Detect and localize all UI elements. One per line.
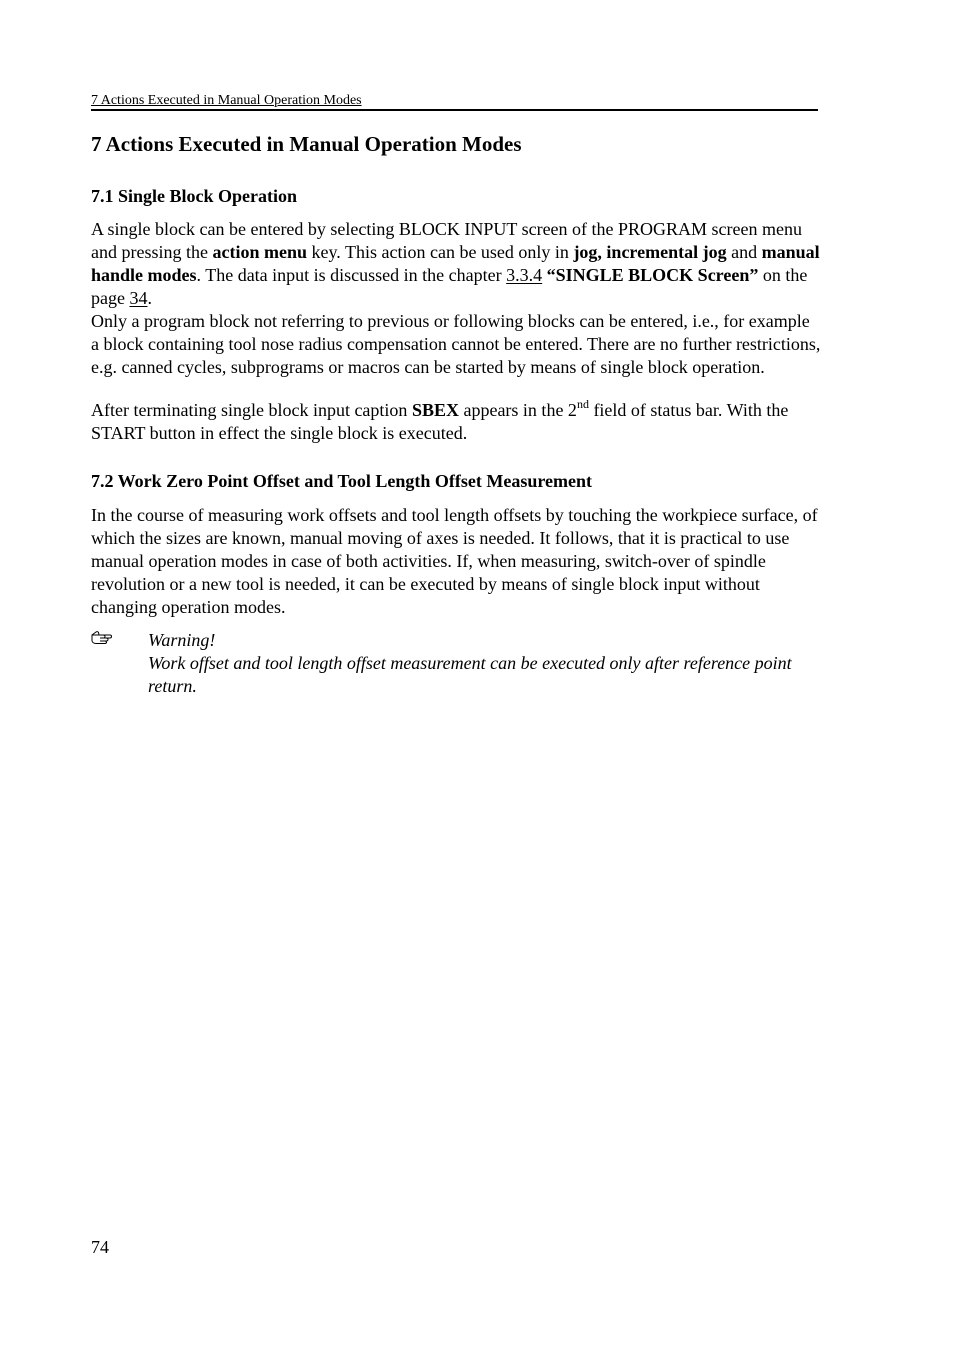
text-run: and (726, 242, 762, 262)
text-run: . The data input is discussed in the chapter (196, 265, 507, 285)
paragraph-offset-measurement: In the course of measuring work offsets and tool length offsets by touching the workpiece surface, of which the sizes are known, manual moving of axes is needed. It follows, that it is practical to use manual operation modes in case of both activities. If, when measuring, switch-over of spindle revolution or a new tool is needed, it can be executed by means of single block input without changing operation modes. (91, 505, 818, 617)
text-run: on the page (91, 265, 808, 308)
paragraph-single-block-intro (91, 218, 821, 310)
bold-text: “SINGLE BLOCK Screen” (546, 265, 759, 285)
bold-text: action menu (212, 242, 307, 262)
superscript: nd (576, 397, 589, 411)
bold-text: jog, incremental jog (573, 242, 727, 262)
bold-text: SBEX (411, 400, 459, 420)
running-header (91, 92, 818, 111)
pointing-hand-icon (91, 629, 113, 645)
section-heading-7-2: 7.2 Work Zero Point Offset and Tool Length Offset Measurement (91, 471, 592, 491)
paragraph-sbex-caption (91, 399, 821, 445)
text-run: After terminating single block input caption (91, 400, 412, 420)
running-header-title: 7 Actions Executed in Manual Operation Modes (91, 93, 362, 108)
text-run: key. This action can be used only in (306, 242, 574, 262)
bold-text: manual handle modes (91, 242, 820, 285)
text-run: field of status bar. With the START button in effect the single block is executed. (91, 400, 789, 443)
chapter-title: 7 Actions Executed in Manual Operation Modes (91, 132, 522, 156)
chapter-reference-link[interactable]: 3.3.4 (506, 265, 543, 285)
warning-text: Work offset and tool length offset measurement can be executed only after reference point return. (148, 653, 792, 696)
warning-title: Warning! (148, 630, 216, 650)
section-heading-7-1: 7.1 Single Block Operation (91, 186, 298, 206)
text-run: appears in the 2 (458, 400, 577, 420)
text-run: . (147, 288, 152, 308)
warning-note (148, 629, 828, 698)
page-reference-link[interactable]: 34 (129, 288, 148, 308)
text-run: A single block can be entered by selecting BLOCK INPUT screen of the PROGRAM screen menu and pressing the (91, 219, 803, 262)
paragraph-single-block-restrictions: Only a program block not referring to previous or following blocks can be entered, i.e., for example a block containing tool nose radius compensation cannot be entered. There are no further restrictions, e.g. canned cycles, subprograms or macros can be started by means of single block operation. (91, 311, 821, 377)
page-number: 74 (91, 1237, 109, 1257)
